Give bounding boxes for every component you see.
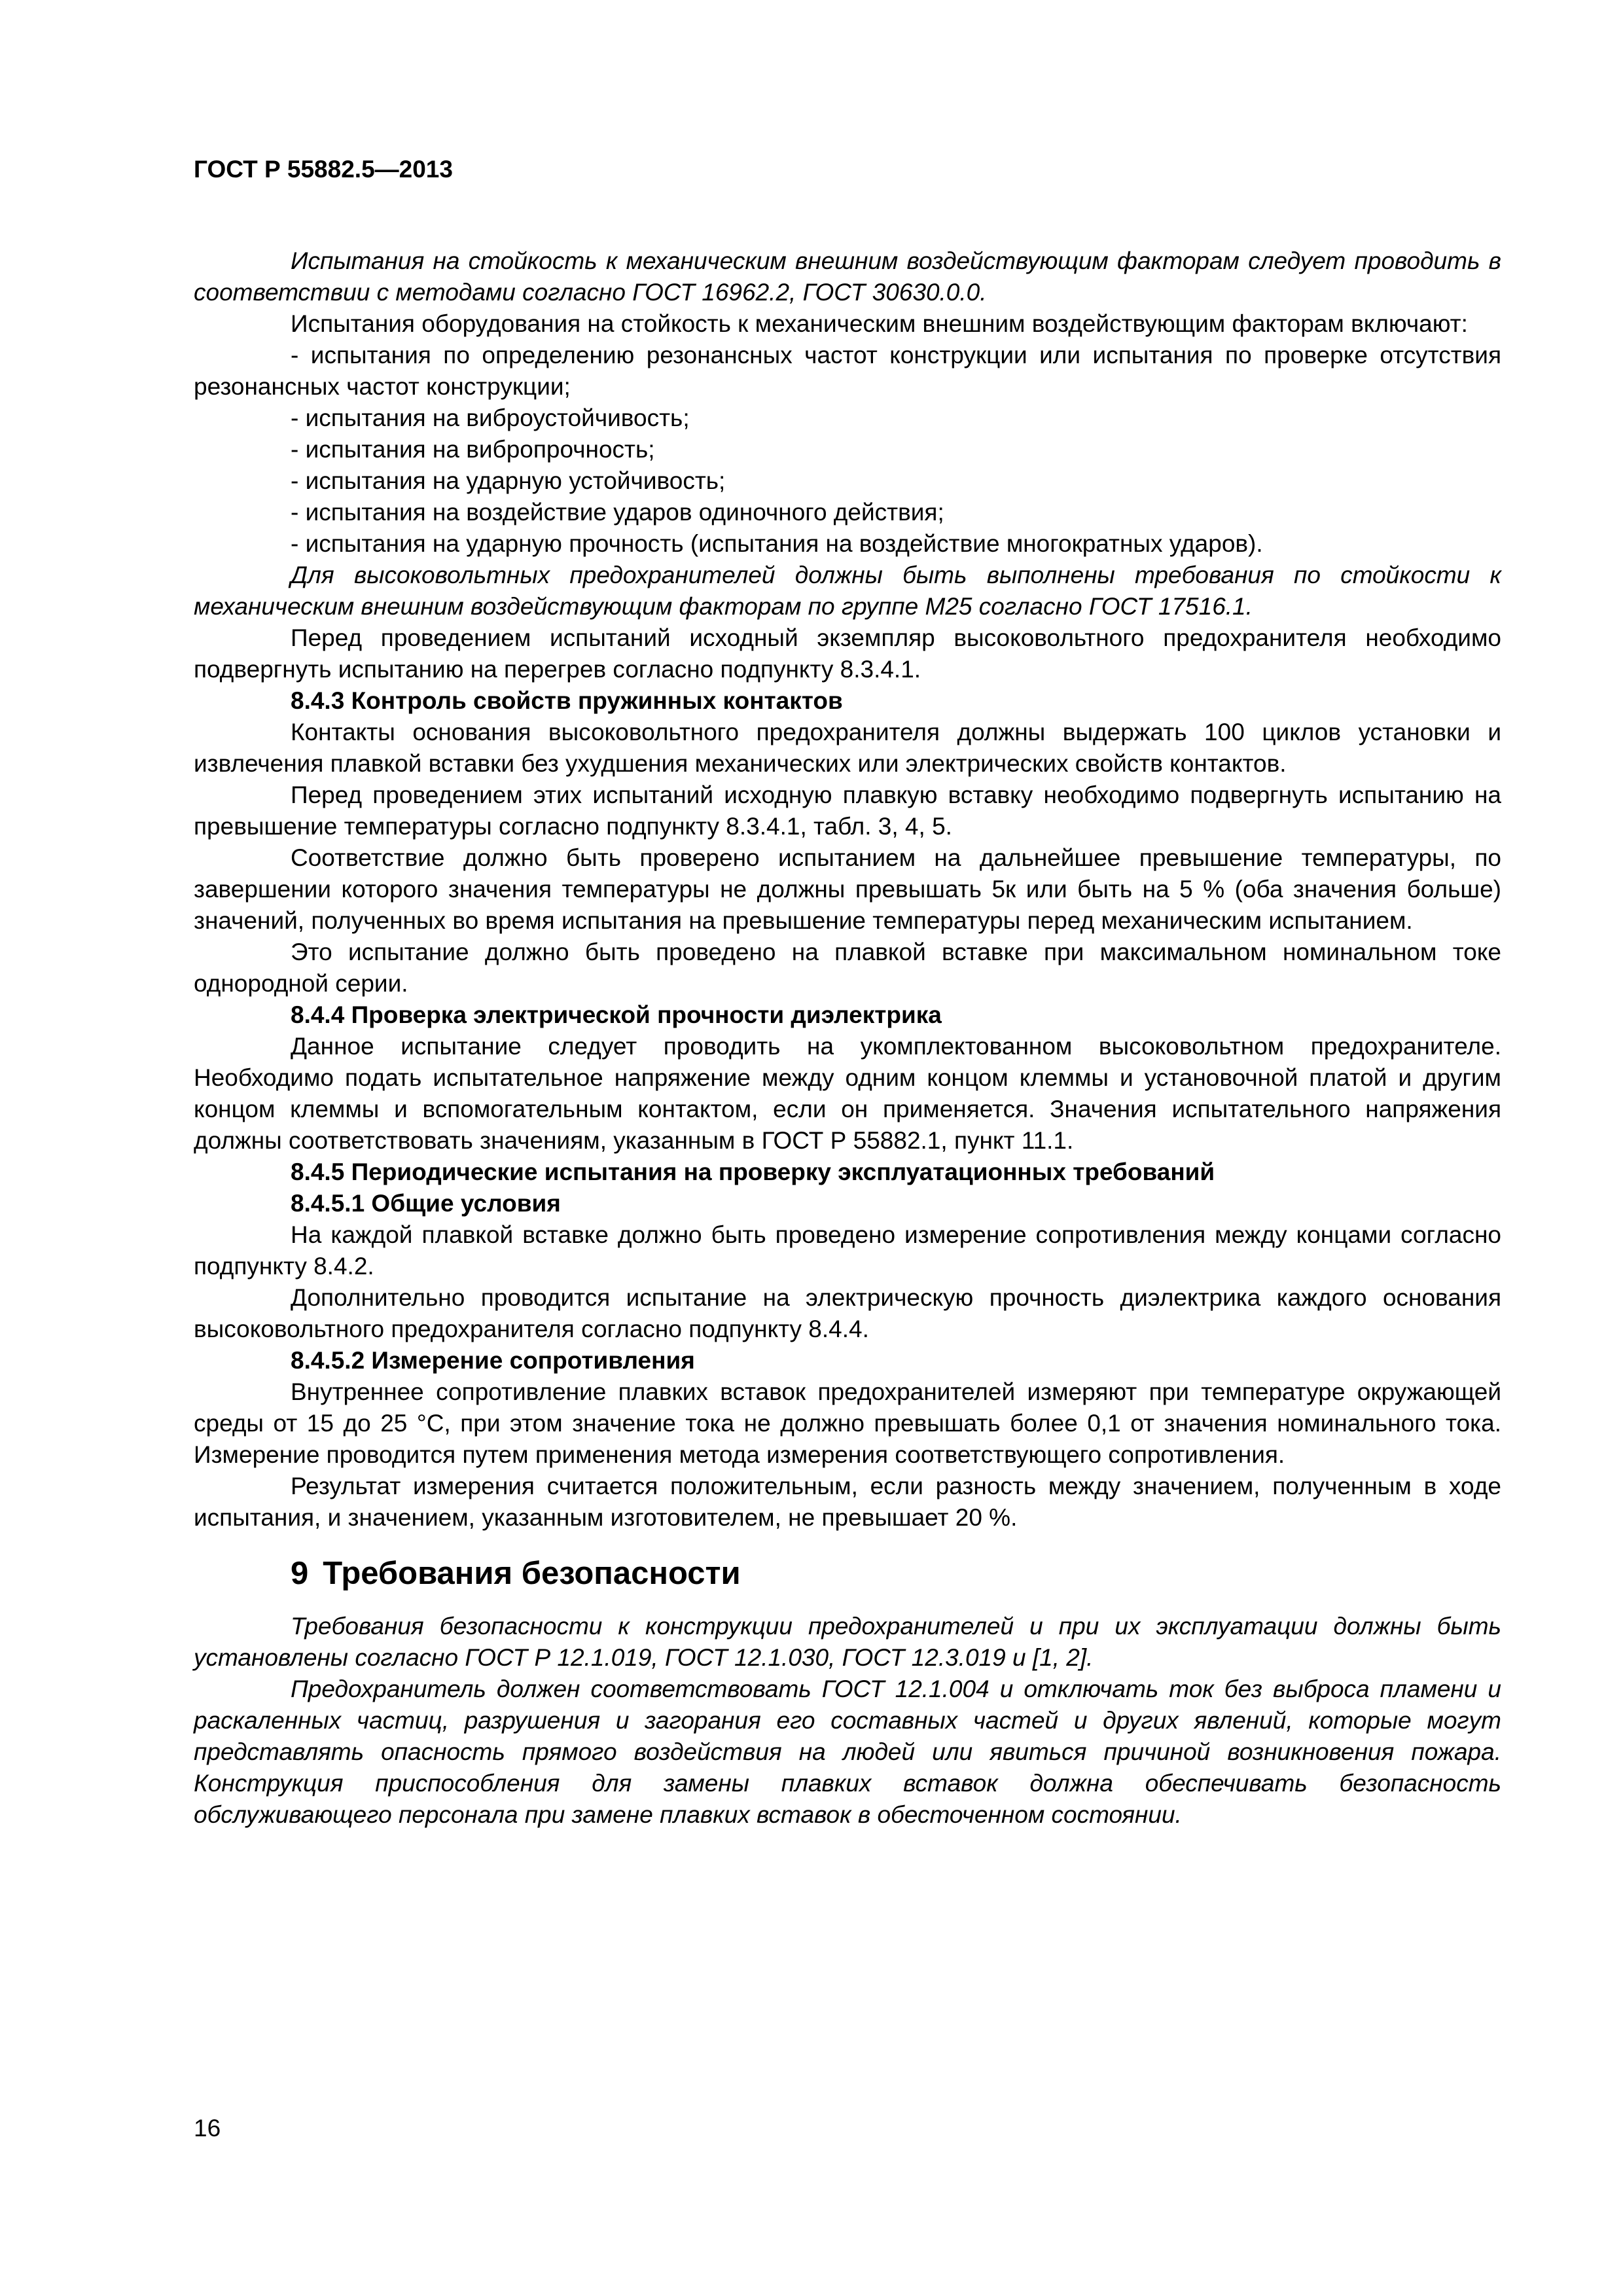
list-item-single-shocks: - испытания на воздействие ударов одиночного действия; bbox=[291, 499, 944, 526]
list-item-shock-strength: - испытания на ударную прочность (испытания на воздействие многократных ударов). bbox=[291, 530, 1263, 557]
section-number: 9 bbox=[291, 1556, 309, 1591]
heading-8-4-5-1: 8.4.5.1 Общие условия bbox=[291, 1190, 561, 1217]
document-code-header: ГОСТ Р 55882.5—2013 bbox=[194, 156, 453, 183]
paragraph-resistance-measurement: На каждой плавкой вставке должно быть проведено измерение сопротивления между концами согласно подпункту 8.4.2. bbox=[194, 1221, 1501, 1280]
section-heading-9 bbox=[194, 1552, 1501, 1595]
paragraph-additional-dielectric-test: Дополнительно проводится испытание на электрическую прочность диэлектрика каждого основания высоковольтного предохранителя согласно подпункту 8.4.4. bbox=[194, 1284, 1501, 1342]
list-item-vibration-stability: - испытания на виброустойчивость; bbox=[291, 404, 690, 431]
list-item-vibration-strength: - испытания на вибропрочность; bbox=[291, 436, 655, 463]
paragraph-tests-include: Испытания оборудования на стойкость к механическим внешним воздействующим факторам включают: bbox=[291, 310, 1468, 337]
paragraph-dielectric-test: Данное испытание следует проводить на укомплектованном высоковольтном предохранителе. Необходимо подать испытательное напряжение между одним концом клеммы и установочной платой и другим концом клеммы и вспомогательным контактом, если он применяется. Значения испытательного напряжения должны соответствовать значениям, указанным в ГОСТ Р 55882.1, пункт 11.1. bbox=[194, 1033, 1501, 1154]
paragraph-fuse-safety: Предохранитель должен соответствовать ГОСТ 12.1.004 и отключать ток без выброса пламени и раскаленных частиц, разрушения и загорания его составных частей и других явлений, которые могут представлять опасность прямого воздействия на людей или явиться причиной возникновения пожара. Конструкция приспособления для замены плавких вставок должна обеспечивать безопасность обслуживающего персонала при замене плавких вставок в обесточенном состоянии. bbox=[194, 1676, 1501, 1828]
heading-8-4-5-2: 8.4.5.2 Измерение сопротивления bbox=[291, 1347, 695, 1374]
paragraph-safety-requirements: Требования безопасности к конструкции предохранителей и при их эксплуатации должны быть установлены согласно ГОСТ Р 12.1.019, ГОСТ 12.1.030, ГОСТ 12.3.019 и [1, 2]. bbox=[194, 1613, 1501, 1671]
paragraph-group-m25: Для высоковольтных предохранителей должны быть выполнены требования по стойкости к механическим внешним воздействующим факторам по группе М25 согласно ГОСТ 17516.1. bbox=[194, 562, 1501, 620]
paragraph-overheat-test: Перед проведением испытаний исходный экземпляр высоковольтного предохранителя необходимо подвергнуть испытанию на перегрев согласно подпункту 8.3.4.1. bbox=[194, 624, 1501, 683]
section-title: Требования безопасности bbox=[323, 1556, 741, 1591]
heading-8-4-4: 8.4.4 Проверка электрической прочности диэлектрика bbox=[291, 1001, 942, 1028]
paragraph-temperature-rise-test: Перед проведением этих испытаний исходную плавкую вставку необходимо подвергнуть испытанию на превышение температуры согласно подпункту 8.3.4.1, табл. 3, 4, 5. bbox=[194, 781, 1501, 840]
paragraph-mechanical-test-methods: Испытания на стойкость к механическим внешним воздействующим факторам следует проводить в соответствии с методами согласно ГОСТ 16962.2, ГОСТ 30630.0.0. bbox=[194, 247, 1501, 306]
heading-8-4-3: 8.4.3 Контроль свойств пружинных контактов bbox=[291, 687, 843, 714]
document-body bbox=[194, 245, 1501, 1831]
list-item-shock-stability: - испытания на ударную устойчивость; bbox=[291, 467, 726, 494]
heading-8-4-5: 8.4.5 Периодические испытания на проверку эксплуатационных требований bbox=[291, 1158, 1215, 1185]
paragraph-measurement-result: Результат измерения считается положительным, если разность между значением, полученным в ходе испытания, и значением, указанным изготовителем, не превышает 20 %. bbox=[194, 1473, 1501, 1531]
paragraph-internal-resistance: Внутреннее сопротивление плавких вставок предохранителей измеряют при температуре окружающей среды от 15 до 25 °С, при этом значение тока не должно превышать более 0,1 от значения номинального тока. Измерение проводится путем применения метода измерения соответствующего сопротивления. bbox=[194, 1378, 1501, 1468]
paragraph-compliance-check: Соответствие должно быть проверено испытанием на дальнейшее превышение температуры, по завершении которого значения температуры не должны превышать 5к или быть на 5 % (оба значения больше) значений, полученных во время испытания на превышение температуры перед механическим испытанием. bbox=[194, 844, 1501, 934]
paragraph-max-rated-current: Это испытание должно быть проведено на плавкой вставке при максимальном номинальном токе однородной серии. bbox=[194, 939, 1501, 997]
list-item-resonance-tests: - испытания по определению резонансных частот конструкции или испытания по проверке отсутствия резонансных частот конструкции; bbox=[194, 342, 1501, 400]
page-number: 16 bbox=[194, 2115, 221, 2142]
paragraph-contact-cycles: Контакты основания высоковольтного предохранителя должны выдержать 100 циклов установки и извлечения плавкой вставки без ухудшения механических или электрических свойств контактов. bbox=[194, 719, 1501, 777]
